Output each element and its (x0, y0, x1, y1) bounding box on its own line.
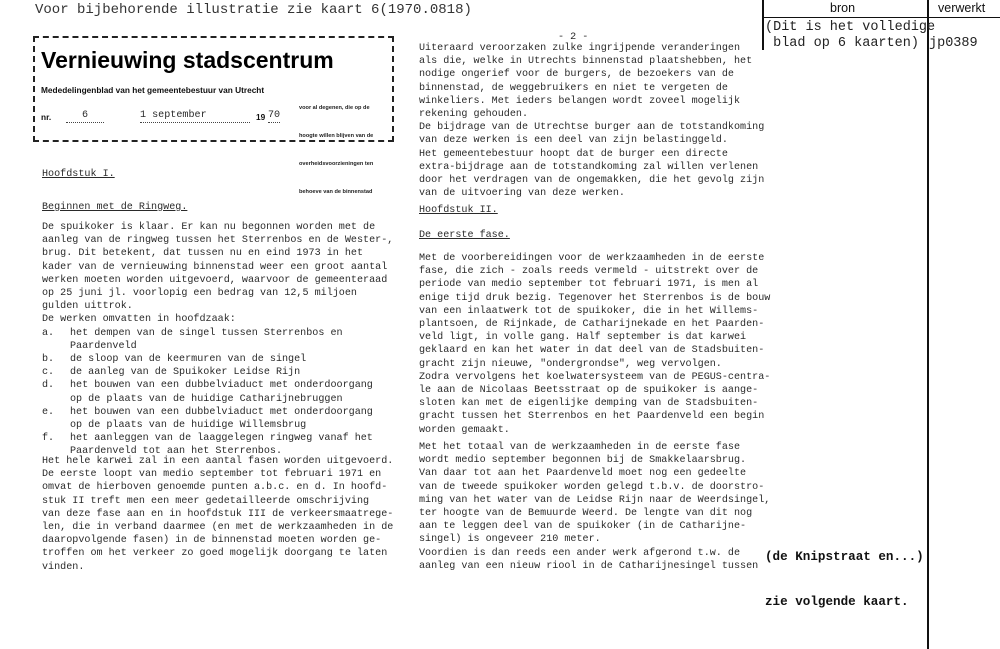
continuation-note (765, 520, 924, 625)
list-item-label: f. (42, 433, 55, 445)
section-eerste-fase-heading: De eerste fase. (419, 230, 510, 241)
text-line: het dempen van de singel tussen Sterrenbos en (70, 327, 343, 339)
text-line: Zodra vervolgens het koelwatersysteem van de PEGUS-centra- (419, 371, 771, 383)
list-item-label: b. (42, 353, 55, 365)
bron-line: (Dit is het volledige (765, 20, 936, 35)
text-line: De eerste loopt van medio september tot februari 1971 en (42, 469, 382, 481)
text-line: stuk II treft men een meer gedetailleerde omschrijving (42, 495, 370, 507)
text-line: len, die in verband daarmee (en met de werkzaamheden in de (42, 522, 394, 534)
side-note-line: voor al degenen, die op de (299, 104, 370, 111)
text-line: geklaard en kan het water in dat deel van de Stadsbuiten- (419, 345, 765, 357)
text-line: de aanleg van de Spuikoker Leidse Rijn (70, 367, 301, 379)
verwerkt-value: jp0389 (929, 36, 978, 51)
text-line: aanleg van de ringweg tussen het Sterrenbos en de Wester-, (42, 235, 394, 247)
text-line: Van daar tot aan het Paardenveld moet nog een gedeelte (419, 468, 747, 480)
masthead-subtitle: Mededelingenblad van het gemeentebestuur van Utrecht (41, 85, 265, 95)
year-prefix: 19 (256, 112, 266, 122)
text-line: werken moeten worden uitgevoerd, waarvoor de gemeenteraad (42, 274, 388, 286)
text-line: nodige ongerief voor de burgers, de bezoekers van de (419, 69, 734, 81)
continuation-line: (de Knipstraat en...) (765, 550, 924, 564)
list-item-text (70, 327, 343, 353)
text-line: op de plaats van de huidige Willemsbrug (70, 419, 307, 431)
list-item-label: d. (42, 380, 55, 392)
text-line: van de tweede spuikoker worden gelegd t.b.v. de doorstro- (419, 481, 765, 493)
side-note-line: behoeve van de binnenstad (299, 189, 373, 196)
text-line: Voordien is dan reeds een ander werk afgerond t.w. de (419, 547, 741, 559)
masthead-side-note (299, 85, 373, 207)
list-item-label: a. (42, 327, 55, 339)
text-line: gulden uittrok. (42, 301, 133, 313)
text-line: van deze werken is een deel van zijn belastinggeld. (419, 135, 728, 147)
text-line: rekening gehouden. (419, 109, 529, 121)
masthead-title: Vernieuwing stadscentrum (41, 47, 334, 73)
text-line: extra-bijdrage aan de totstandkoming zal willen verlenen (419, 161, 759, 173)
nr-value: 6 (66, 109, 104, 123)
list-item-text (70, 366, 300, 379)
left-paragraph-2 (42, 455, 393, 574)
list-item-text (70, 406, 373, 432)
date-value: 1 september (140, 109, 250, 123)
right-paragraph-3 (419, 441, 770, 573)
verwerkt-header: verwerkt (938, 1, 986, 15)
list-item-text (70, 379, 373, 405)
text-line: van de uitvoering van deze werken. (419, 188, 625, 200)
text-line: omvat de hierboven genoemde punten a.b.c. en d. In hoofd- (42, 482, 388, 494)
card-header-rule (762, 17, 1000, 18)
text-line: singel) is ongeveer 210 meter. (419, 534, 601, 546)
text-line: veld ligt, in volle gang. Half september is dat karwei (419, 332, 747, 344)
text-line: De spuikoker is klaar. Er kan nu begonnen worden met de (42, 222, 376, 233)
text-line: aan te leggen deel van de spuikoker (in de Catharijne- (419, 521, 747, 533)
year-value: 70 (268, 109, 280, 123)
text-line: als die, welke in Utrechts binnenstad plaatshebben, het (419, 56, 753, 68)
text-line: van deze fase aan en in hoofdstuk III de verkeersmaatrege- (42, 508, 394, 520)
text-line: Het hele karwei zal in een aantal fasen worden uitgevoerd. (42, 456, 394, 467)
text-line: Paardenveld tot aan het Sterrenbos. (70, 446, 283, 458)
text-line: worden gemaakt. (419, 424, 510, 436)
text-line: troffen om het verkeer zo goed mogelijk doorgang te laten (42, 548, 388, 560)
left-paragraph-1 (42, 221, 393, 327)
text-line: Het gemeentebestuur hoopt dat de burger een directe (419, 148, 728, 160)
text-line: brug. Dit betekent, dat tussen nu en eind 1973 in het (42, 248, 364, 260)
text-line: ter hoogte van de Bemuurde Weerd. De lengte van dit nog (419, 508, 753, 520)
text-line: kader van de vernieuwing binnenstad weer een groot aantal (42, 261, 388, 273)
text-line: Uiteraard veroorzaken zulke ingrijpende veranderingen (419, 43, 741, 54)
text-line: het aanleggen van de laaggelegen ringweg vanaf het (70, 433, 373, 445)
chapter-2-heading: Hoofdstuk II. (419, 205, 498, 216)
side-note-line: overheidsvoorzieningen ten (299, 161, 374, 168)
side-note-line: hoogte willen blijven van de (299, 133, 374, 140)
top-note: Voor bijbehorende illustratie zie kaart 6(1970.0818) (35, 2, 472, 18)
text-line: plantsoen, de Rijnkade, de Catharijnekade en het Paarden- (419, 319, 765, 331)
section-ringweg-heading: Beginnen met de Ringweg. (42, 202, 188, 213)
page-number: - 2 - (558, 32, 589, 43)
text-line: winkeliers. Met ieders belangen wordt zoveel mogelijk (419, 95, 741, 107)
bron-line: blad op 6 kaarten) (765, 36, 919, 51)
list-item-label: e. (42, 406, 55, 418)
text-line: gracht tussen het Sterrenbos en het Paardenveld een begin (419, 411, 765, 423)
continuation-line: zie volgende kaart. (765, 595, 909, 609)
right-paragraph-2 (419, 252, 770, 437)
list-item-label: c. (42, 367, 55, 379)
text-line: vinden. (42, 561, 85, 573)
text-line: periode van medio september tot februari 1971, is men al (419, 279, 759, 291)
text-line: Met de voorbereidingen voor de werkzaamheden in de eerste (419, 253, 765, 264)
bron-header: bron (830, 1, 856, 15)
text-line: De bijdrage van de Utrechtse burger aan de totstandkoming (419, 122, 765, 134)
text-line: binnenstad, de weggebruikers en niet te vergeten de (419, 82, 728, 94)
text-line: op 25 juni jl. voorlopig een bedrag van 12,5 miljoen (42, 288, 357, 300)
text-line: van een inlaatwerk tot de spuikoker, die in het Willems- (419, 305, 759, 317)
text-line: sloten kan met de eigenlijke demping van de Stadsbuiten- (419, 398, 759, 410)
text-line: de sloop van de keermuren van de singel (70, 353, 307, 365)
text-line: De werken omvatten in hoofdzaak: (42, 314, 236, 326)
text-line: door het verdragen van de ongemakken, die het gevolg zijn (419, 175, 765, 187)
text-line: enige tijd druk bezig. Tegenover het Sterrenbos is de bouw (419, 292, 771, 304)
text-line: aanleg van een nieuw riool in de Catharijnesingel tussen (419, 560, 759, 572)
nr-label: nr. (41, 112, 52, 122)
text-line: Met het totaal van de werkzaamheden in de eerste fase (419, 442, 741, 453)
list-item-text (70, 353, 306, 366)
text-line: daaropvolgende fasen) in de binnenstad moeten worden ge- (42, 535, 382, 547)
text-line: le aan de Nicolaas Beetsstraat op de spuikoker is aange- (419, 385, 759, 397)
chapter-1-heading: Hoofdstuk I. (42, 169, 115, 180)
card-divider-verwerkt (927, 0, 929, 649)
text-line: wordt medio september begonnen bij de Smakkelaarsbrug. (419, 455, 747, 467)
text-line: het bouwen van een dubbelviaduct met onderdoorgang (70, 380, 373, 392)
text-line: Paardenveld (70, 340, 137, 352)
text-line: gracht zijn nieuwe, "ondergrondse", weg vervolgen. (419, 358, 722, 370)
text-line: ming van het water van de Leidse Rijn naar de Weerdsingel, (419, 494, 771, 506)
right-paragraph-1 (419, 42, 764, 200)
text-line: het bouwen van een dubbelviaduct met onderdoorgang (70, 406, 373, 418)
text-line: op de plaats van de huidige Catharijnebruggen (70, 393, 343, 405)
text-line: fase, die zich - zoals reeds vermeld - uitstrekt over de (419, 266, 759, 278)
